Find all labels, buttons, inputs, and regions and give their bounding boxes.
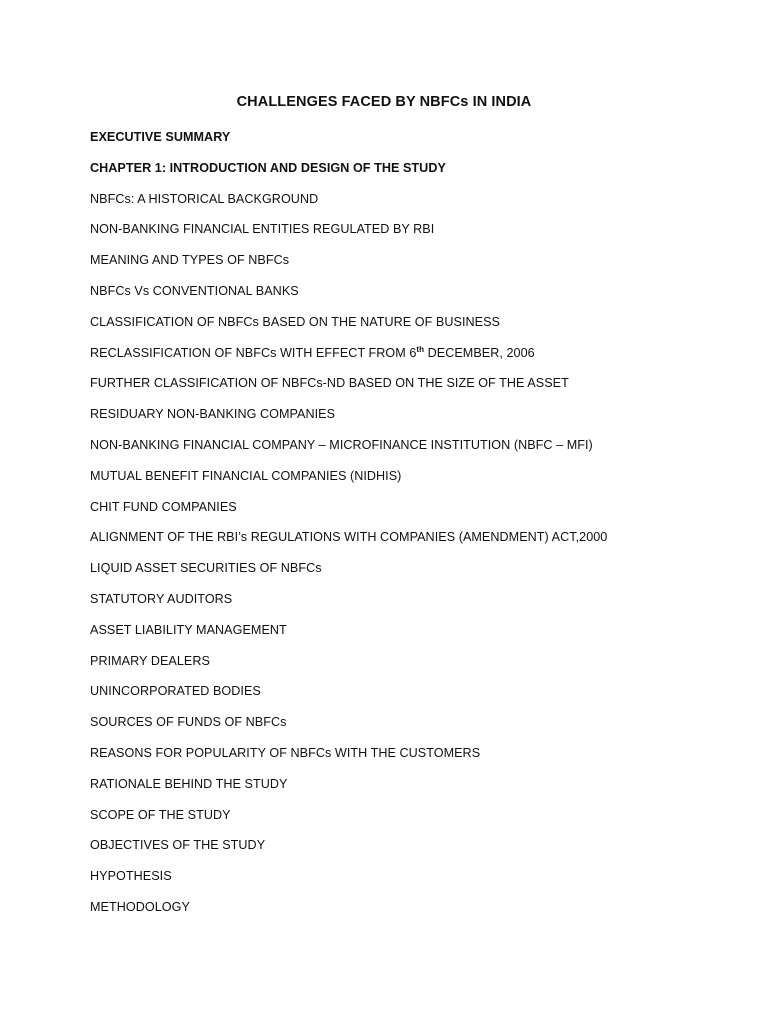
- heading-executive-summary: EXECUTIVE SUMMARY: [90, 130, 231, 144]
- toc-item: PRIMARY DEALERS: [90, 653, 210, 668]
- toc-item-text: DECEMBER, 2006: [424, 345, 535, 360]
- heading-chapter-1: CHAPTER 1: INTRODUCTION AND DESIGN OF THE STUDY: [90, 160, 446, 175]
- toc-item: CHIT FUND COMPANIES: [90, 499, 237, 514]
- toc-item: NBFCs: A HISTORICAL BACKGROUND: [90, 191, 319, 206]
- ordinal-suffix: th: [416, 344, 425, 354]
- table-of-contents: [90, 127, 607, 928]
- toc-item: ALIGNMENT OF THE RBI’s REGULATIONS WITH COMPANIES (AMENDMENT) ACT,2000: [90, 530, 608, 545]
- toc-item: HYPOTHESIS: [90, 869, 172, 884]
- toc-item: STATUTORY AUDITORS: [90, 591, 233, 606]
- toc-item: UNINCORPORATED BODIES: [90, 684, 261, 699]
- toc-item: CLASSIFICATION OF NBFCs BASED ON THE NATURE OF BUSINESS: [90, 314, 501, 329]
- toc-item: SOURCES OF FUNDS OF NBFCs: [90, 715, 287, 730]
- toc-item: SCOPE OF THE STUDY: [90, 807, 231, 822]
- toc-item: MUTUAL BENEFIT FINANCIAL COMPANIES (NIDHIS): [90, 468, 402, 483]
- toc-item: NON-BANKING FINANCIAL ENTITIES REGULATED BY RBI: [90, 222, 435, 237]
- toc-item: OBJECTIVES OF THE STUDY: [90, 838, 266, 853]
- toc-item: ASSET LIABILITY MANAGEMENT: [90, 622, 287, 637]
- toc-item: LIQUID ASSET SECURITIES OF NBFCs: [90, 561, 322, 576]
- toc-item: MEANING AND TYPES OF NBFCs: [90, 253, 290, 268]
- toc-item: RESIDUARY NON-BANKING COMPANIES: [90, 407, 336, 422]
- toc-item: NON-BANKING FINANCIAL COMPANY – MICROFINANCE INSTITUTION (NBFC – MFI): [90, 437, 593, 452]
- toc-item: FURTHER CLASSIFICATION OF NBFCs-ND BASED ON THE SIZE OF THE ASSET: [90, 376, 569, 391]
- toc-item-text: RECLASSIFICATION OF NBFCs WITH EFFECT FROM 6: [90, 345, 417, 360]
- document-title: CHALLENGES FACED BY NBFCs IN INDIA: [236, 94, 532, 110]
- toc-item: RATIONALE BEHIND THE STUDY: [90, 776, 288, 791]
- toc-item-reclassification: [90, 343, 607, 374]
- toc-item: METHODOLOGY: [90, 899, 190, 914]
- toc-item: REASONS FOR POPULARITY OF NBFCs WITH THE CUSTOMERS: [90, 745, 481, 760]
- toc-item: NBFCs Vs CONVENTIONAL BANKS: [90, 283, 299, 298]
